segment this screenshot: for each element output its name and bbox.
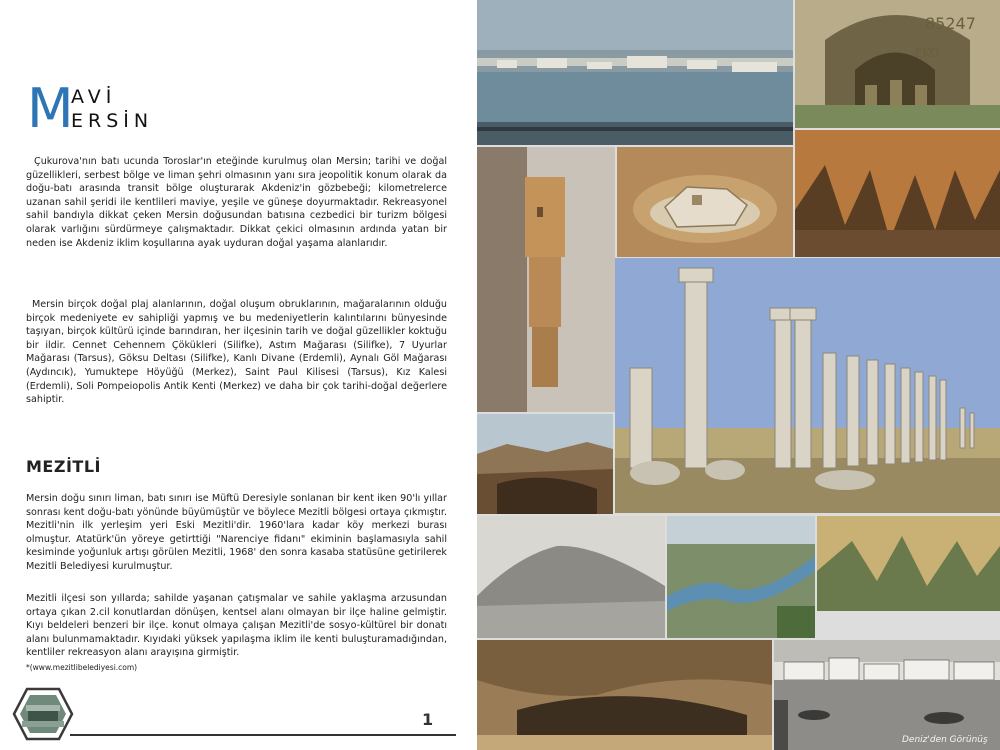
stamp-number: 85247: [925, 14, 976, 33]
maiden-castle-photo: [617, 147, 793, 257]
photo-collage: [477, 0, 1000, 750]
soli-pompeiopolis-columns-photo: [615, 258, 1000, 513]
page-title: [27, 77, 227, 140]
cave-formation-photo: [817, 516, 1000, 611]
mezitli-today-paragraph: Mezitli ilçesi son yıllarda; sahilde yaşanan çatışmalar ve sahile yaklaşma arzusundan ortaya çıkan 2.cil konutlardan dönüşen, kentsel alanı olmayan bir ilçe haline gelmiştir. Kıyı beldeleri benzeri bir ilçe. konut olmaya çalışan Mezitli'de sosyo-kültürel bir donatı alanı bulunmamaktadır. Kıyıdaki yüksek yapılaşma iklim ile kenti buluşturamadığından, kentliler rekreasyon alanı arayışına girmiştir.: [26, 593, 447, 659]
stamp-word: EKO: [915, 46, 940, 60]
intro-paragraph: Çukurova'nın batı ucunda Toroslar'ın eteğinde kurulmuş olan Mersin; tarihi ve doğal güzellikleri, serbest bölge ve liman şehri olmasının yanı sıra jeopolitik konum olarak da doğu-batı arasında transit bölge oluşturarak Akdeniz'in gözbebeği; kilometrelerce uzanan sahil şeridi ile kentlileri maviye, yeşile ve güneşe doyurmaktadır. Rekreasyonel sahil bandıyla dikkat çeken Mersin doğusundan batısına cezbedici bir turizm bölgesi olarak varlığını sürdürmeye çalışmaktadır. Dikkat çekici olmasının ardında yatan bir neden ise Akdeniz iklim koşullarına ayak uyduran doğal yaşama alanlarıdır.: [26, 156, 447, 249]
rocky-coast-photo: [477, 414, 613, 514]
page-number: 1: [422, 710, 434, 729]
mezitli-history-paragraph: Mersin doğu sınırı liman, batı sınırı ise Müftü Deresiyle sonlanan bir kent iken 90'lı yıllar sonrası kent doğu-batı yönünde büyümüştür ve böylece Mezitli bölgesi ortaya çıkmıştır. Mezitli'nin ilk yerleşim yeri Eski Mezitli'dir. 1960'lara kadar köy merkezi burası olmuştur. Atatürk'ün yöreye getirttiği "Narenciye fidanı" ekiminin başlamasıyla sahil kesiminde yoğunluk artışı görülen Mezitli, 1968' den sonra kasaba statüsüne getirilerek Mezitli Belediyesi kurulmuştur.: [26, 493, 447, 572]
hexagon-logo-icon: [12, 687, 74, 741]
castle-tower-photo: [477, 147, 615, 412]
yumuktepe-mound-photo: [477, 516, 665, 638]
goksu-river-photo: [667, 516, 815, 638]
title-line-2: ERSİN: [71, 110, 154, 132]
text-column: [0, 0, 477, 750]
section-heading: MEZİTLİ: [26, 457, 101, 476]
cave-entrance-photo: [477, 640, 772, 750]
stalactite-cave-photo: [795, 130, 1000, 257]
footer-rule: [70, 734, 456, 736]
source-note: *(www.mezitlibelediyesi.com): [26, 663, 138, 672]
title-line-1: AVİ: [71, 86, 117, 108]
title-initial: M: [27, 77, 74, 140]
harbor-photo: [477, 0, 793, 145]
old-seafront-photo: [774, 640, 1000, 750]
cave-chamber-photo: [795, 0, 1000, 128]
places-paragraph: Mersin birçok doğal plaj alanlarının, doğal oluşum obruklarının, mağaralarının olduğu birçok medeniyete ev sahipliği yapmış ve bu medeniyetlerin kalıntılarını bünyesinde taşıyan, birçok kültürü içinde barındıran, her ilçesinin tarih ve doğal güzellikler koktuğu bir ildir. Cennet Cehennem Çökükleri (Silifke), Astım Mağarası (Silifke), 7 Uyurlar Mağarası (Tarsus), Göksu Deltası (Silifke), Kanlı Divane (Erdemli), Aynalı Göl Mağarası (Aydıncık), Yumuktepe Höyüğü (Merkez), Saint Paul Kilisesi (Tarsus), Kız Kalesi (Erdemli), Soli Pompeiopolis Antik Kenti (Merkez) ve daha bir çok tarihi-doğal değerlere sahiptir.: [26, 299, 447, 406]
old-photo-caption: Deniz'den Görünüş: [902, 735, 988, 745]
